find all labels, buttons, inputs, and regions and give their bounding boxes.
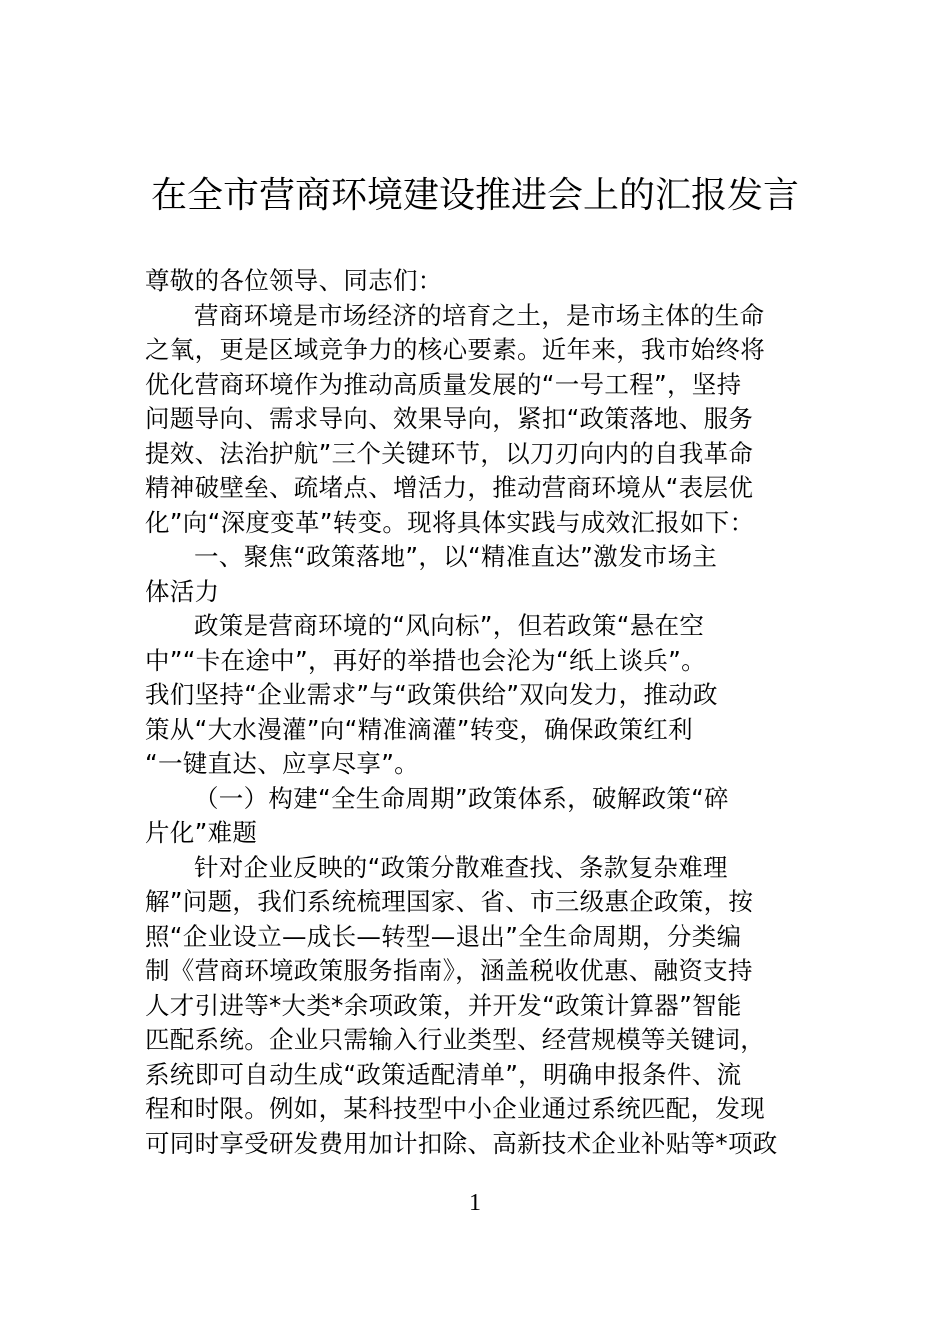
paragraph-line: 中”“卡在途中”，再好的举措也会沦为“纸上谈兵”。 <box>145 645 706 675</box>
paragraph-line: 制《营商环境政策服务指南》，涵盖税收优惠、融资支持 <box>145 956 753 985</box>
paragraph-line: 解”问题，我们系统梳理国家、省、市三级惠企政策，按 <box>145 887 754 916</box>
paragraph-line: 照“企业设立—成长—转型—退出”全生命周期，分类编 <box>145 921 742 951</box>
salutation-line: 尊敬的各位领导、同志们： <box>145 266 443 295</box>
paragraph-line: 提效、法治护航”三个关键环节，以刀刃向内的自我革命 <box>145 438 754 468</box>
document-title: 在全市营商环境建设推进会上的汇报发言 <box>150 175 799 216</box>
paragraph-line: 优化营商环境作为推动高质量发展的“一号工程”，坚持 <box>145 369 742 399</box>
paragraph-line: “一键直达、应享尽享”。 <box>145 749 419 778</box>
paragraph-line: 策从“大水漫灌”向“精准滴灌”转变，确保政策红利 <box>145 714 693 744</box>
document-body <box>145 264 815 1161</box>
paragraph-line: 政策是营商环境的“风向标”，但若政策“悬在空 <box>194 611 705 640</box>
paragraph-line: 程和时限。例如，某科技型中小企业通过系统匹配，发现 <box>145 1094 765 1123</box>
paragraph-line: 之氧，更是区域竞争力的核心要素。近年来，我市始终将 <box>145 335 765 364</box>
paragraph-line: 人才引进等*大类*余项政策，并开发“政策计算器”智能 <box>145 990 742 1020</box>
paragraph-line: 化”向“深度变革”转变。现将具体实践与成效汇报如下： <box>145 507 755 537</box>
paragraph-line: 精神破壁垒、疏堵点、增活力，推动营商环境从“表层优 <box>145 473 754 502</box>
paragraph-line: 我们坚持“企业需求”与“政策供给”双向发力，推动政 <box>145 680 718 709</box>
subsection-heading-line: 片化”难题 <box>145 818 258 847</box>
paragraph-line: 系统即可自动生成“政策适配清单”，明确申报条件、流 <box>145 1059 742 1089</box>
section-heading-line: 体活力 <box>145 576 220 606</box>
paragraph-line: 营商环境是市场经济的培育之土，是市场主体的生命 <box>194 300 765 330</box>
subsection-heading-line: （一）构建“全生命周期”政策体系，破解政策“碎 <box>194 783 729 813</box>
page-number: 1 <box>469 1190 481 1216</box>
section-heading-line: 一、聚焦“政策落地”，以“精准直达”激发市场主 <box>194 542 718 571</box>
paragraph-line: 可同时享受研发费用加计扣除、高新技术企业补贴等*项政 <box>145 1128 778 1158</box>
paragraph-line: 问题导向、需求导向、效果导向，紧扣“政策落地、服务 <box>145 404 754 433</box>
paragraph-line: 匹配系统。企业只需输入行业类型、经营规模等关键词， <box>145 1025 765 1054</box>
paragraph-line: 针对企业反映的“政策分散难查找、条款复杂难理 <box>194 852 728 882</box>
